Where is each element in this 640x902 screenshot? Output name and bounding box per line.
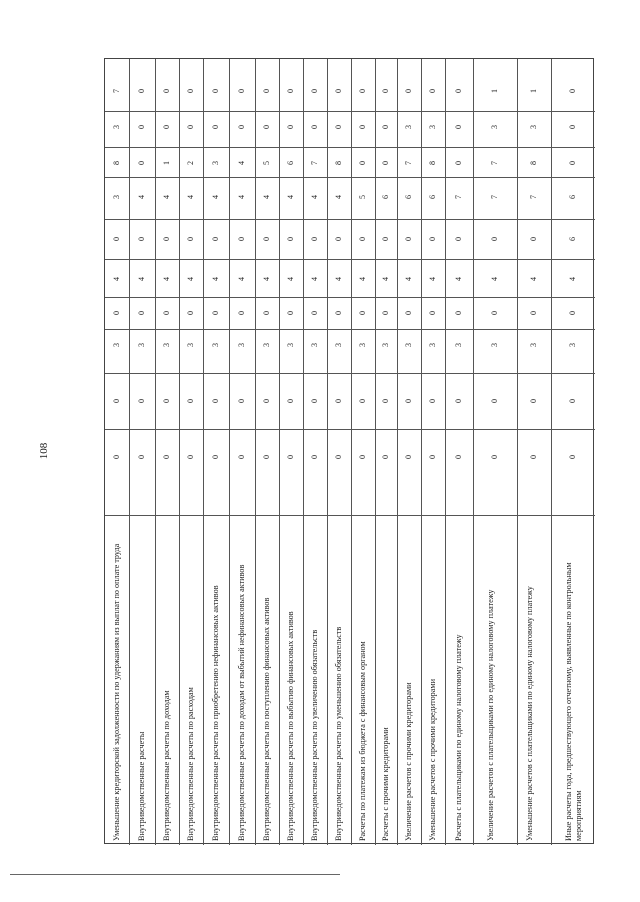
row-label: Внутриведомственные расчеты по выбытию финансовых активов [286,611,296,841]
cell-value: 0 [162,455,171,459]
cell-value: 0 [428,89,437,93]
column-separator [105,111,595,112]
column-separator [105,429,595,430]
cell-value: 0 [112,311,121,315]
cell-value: 0 [237,311,246,315]
row-label: Уменьшение расчетов с плательщиками по единому налоговому платежу [524,586,534,841]
column-separator [105,147,595,148]
cell-value: 0 [211,125,220,129]
cell-value: 7 [112,89,121,93]
cell-value: 0 [381,399,390,403]
column-separator [105,373,595,374]
cell-value: 4 [162,195,171,199]
cell-value: 4 [186,277,195,281]
cell-value: 0 [310,125,319,129]
cell-value: 3 [334,343,343,347]
cell-value: 0 [428,311,437,315]
cell-value: 4 [310,195,319,199]
cell-value: 0 [211,455,220,459]
cell-value: 0 [186,455,195,459]
cell-value: 4 [211,195,220,199]
cell-value: 4 [137,277,146,281]
cell-value: 0 [237,125,246,129]
cell-value: 0 [381,455,390,459]
cell-value: 0 [381,161,390,165]
cell-value: 4 [237,161,246,165]
cell-value: 3 [186,343,195,347]
cell-value: 0 [162,237,171,241]
cell-value: 0 [137,455,146,459]
cell-value: 3 [381,343,390,347]
cell-value: 0 [454,237,463,241]
cell-value: 0 [137,125,146,129]
cell-value: 0 [358,237,367,241]
cell-value: 5 [262,161,271,165]
cell-value: 0 [112,455,121,459]
cell-value: 7 [310,161,319,165]
cell-value: 0 [428,237,437,241]
cell-value: 0 [262,455,271,459]
cell-value: 3 [529,343,538,347]
cell-value: 3 [211,343,220,347]
cell-value: 0 [286,311,295,315]
cell-value: 0 [334,399,343,403]
cell-value: 4 [186,195,195,199]
cell-value: 0 [310,399,319,403]
cell-value: 0 [454,455,463,459]
cell-value: 4 [237,277,246,281]
cell-value: 3 [490,125,499,129]
cell-value: 4 [454,277,463,281]
cell-value: 0 [381,89,390,93]
row-label: Внутриведомственные расчеты по поступлению финансовых активов [262,597,272,841]
cell-value: 0 [404,311,413,315]
cell-value: 6 [428,195,437,199]
cell-value: 4 [286,195,295,199]
cell-value: 7 [490,195,499,199]
cell-value: 4 [162,277,171,281]
cell-value: 0 [262,311,271,315]
cell-value: 0 [334,125,343,129]
cell-value: 7 [490,161,499,165]
cell-value: 0 [162,311,171,315]
cell-value: 0 [334,237,343,241]
cell-value: 3 [404,125,413,129]
cell-value: 4 [334,277,343,281]
cell-value: 3 [112,343,121,347]
row-label: Расчеты с плательщиками по единому налоговому платежу [454,634,464,841]
row-label: Внутриведомственные расчеты по приобретению нефинансовых активов [211,585,221,841]
cell-value: 4 [428,277,437,281]
cell-value: 0 [310,237,319,241]
cell-value: 0 [112,399,121,403]
cell-value: 0 [262,399,271,403]
row-label: Расчеты с прочими кредиторами [381,727,391,841]
cell-value: 6 [404,195,413,199]
cell-value: 0 [529,455,538,459]
cell-value: 4 [404,277,413,281]
cell-value: 0 [137,89,146,93]
row-label: Внутриведомственные расчеты по расходам [186,687,196,841]
cell-value: 0 [358,125,367,129]
row-label: Внутриведомственные расчеты по уменьшению обязательств [334,626,344,841]
cell-value: 0 [137,161,146,165]
cell-value: 0 [186,125,195,129]
cell-value: 6 [286,161,295,165]
cell-value: 0 [381,125,390,129]
cell-value: 0 [381,311,390,315]
row-label: Уменьшение расчетов с прочими кредиторами [428,679,438,841]
cell-value: 0 [568,161,577,165]
cell-value: 4 [334,195,343,199]
cell-value: 0 [162,399,171,403]
cell-value: 4 [568,277,577,281]
cell-value: 0 [404,455,413,459]
cell-value: 0 [137,311,146,315]
cell-value: 0 [262,237,271,241]
cell-value: 4 [262,195,271,199]
cell-value: 6 [568,237,577,241]
cell-value: 0 [334,89,343,93]
cell-value: 2 [186,161,195,165]
cell-value: 0 [186,237,195,241]
accounts-table [104,58,594,844]
row-label: Уменьшение кредиторской задолженности по удержаниям из выплат по оплате труда [112,543,122,841]
cell-value: 0 [237,455,246,459]
column-separator [105,177,595,178]
footer-rule [10,874,340,875]
cell-value: 0 [310,311,319,315]
cell-value: 3 [358,343,367,347]
cell-value: 0 [428,399,437,403]
column-separator [105,515,595,516]
cell-value: 0 [454,161,463,165]
cell-value: 0 [404,237,413,241]
cell-value: 4 [310,277,319,281]
cell-value: 3 [310,343,319,347]
cell-value: 0 [334,311,343,315]
cell-value: 0 [237,89,246,93]
cell-value: 0 [186,311,195,315]
cell-value: 4 [529,277,538,281]
cell-value: 0 [454,399,463,403]
cell-value: 0 [186,399,195,403]
cell-value: 0 [237,399,246,403]
cell-value: 4 [211,277,220,281]
column-separator [105,329,595,330]
row-label: Иные расчеты года, предшествующего отчетному, выявленные по контрольным мероприятиям [563,562,582,841]
cell-value: 0 [286,125,295,129]
cell-value: 0 [381,237,390,241]
cell-value: 0 [454,125,463,129]
cell-value: 0 [568,455,577,459]
cell-value: 3 [112,195,121,199]
cell-value: 3 [211,161,220,165]
cell-value: 0 [310,455,319,459]
cell-value: 3 [404,343,413,347]
row-label: Увеличение расчетов с плательщиками по единому налоговому платежу [485,589,495,841]
column-separator [105,219,595,220]
cell-value: 0 [262,125,271,129]
cell-value: 0 [358,311,367,315]
row-label: Внутриведомственные расчеты по доходам [162,690,172,841]
cell-value: 4 [262,277,271,281]
cell-value: 3 [162,343,171,347]
cell-value: 0 [454,89,463,93]
cell-value: 3 [490,343,499,347]
cell-value: 0 [286,399,295,403]
cell-value: 0 [286,89,295,93]
cell-value: 3 [568,343,577,347]
cell-value: 0 [186,89,195,93]
cell-value: 3 [112,125,121,129]
cell-value: 4 [490,277,499,281]
cell-value: 3 [529,125,538,129]
cell-value: 1 [490,89,499,93]
cell-value: 0 [112,237,121,241]
cell-value: 0 [529,399,538,403]
cell-value: 7 [529,195,538,199]
cell-value: 8 [334,161,343,165]
cell-value: 0 [568,89,577,93]
row-label: Увеличение расчетов с прочими кредиторами [404,682,414,841]
cell-value: 0 [404,89,413,93]
cell-value: 3 [428,125,437,129]
cell-value: 3 [454,343,463,347]
cell-value: 6 [381,195,390,199]
cell-value: 0 [529,237,538,241]
cell-value: 8 [529,161,538,165]
cell-value: 0 [334,455,343,459]
cell-value: 0 [358,399,367,403]
row-label: Внутриведомственные расчеты [137,731,147,841]
cell-value: 3 [237,343,246,347]
cell-value: 0 [137,237,146,241]
cell-value: 0 [237,237,246,241]
cell-value: 0 [490,311,499,315]
cell-value: 7 [404,161,413,165]
cell-value: 0 [137,399,146,403]
cell-value: 3 [428,343,437,347]
cell-value: 0 [310,89,319,93]
cell-value: 0 [358,455,367,459]
cell-value: 3 [137,343,146,347]
cell-value: 0 [162,89,171,93]
cell-value: 0 [211,89,220,93]
cell-value: 5 [358,195,367,199]
row-label: Внутриведомственные расчеты по увеличению обязательств [310,629,320,841]
column-separator [105,297,595,298]
cell-value: 1 [529,89,538,93]
cell-value: 0 [490,237,499,241]
cell-value: 0 [529,311,538,315]
cell-value: 0 [490,455,499,459]
row-label: Внутриведомственные расчеты по доходам от выбытий нефинансовых активов [237,564,247,841]
cell-value: 0 [358,161,367,165]
cell-value: 1 [162,161,171,165]
cell-value: 3 [286,343,295,347]
cell-value: 0 [404,399,413,403]
cell-value: 0 [568,311,577,315]
column-separator [105,259,595,260]
cell-value: 6 [568,195,577,199]
cell-value: 0 [490,399,499,403]
cell-value: 0 [454,311,463,315]
cell-value: 0 [358,89,367,93]
cell-value: 4 [112,277,121,281]
cell-value: 7 [454,195,463,199]
cell-value: 0 [262,89,271,93]
page-number: 108 [38,442,50,460]
cell-value: 4 [237,195,246,199]
cell-value: 8 [112,161,121,165]
cell-value: 0 [211,399,220,403]
cell-value: 0 [162,125,171,129]
cell-value: 0 [428,455,437,459]
cell-value: 8 [428,161,437,165]
cell-value: 0 [211,311,220,315]
cell-value: 0 [286,455,295,459]
cell-value: 0 [568,399,577,403]
cell-value: 4 [381,277,390,281]
row-label: Расчеты по платежам из бюджета с финансовым органом [358,641,368,841]
cell-value: 4 [286,277,295,281]
cell-value: 0 [286,237,295,241]
cell-value: 0 [211,237,220,241]
cell-value: 4 [358,277,367,281]
cell-value: 3 [262,343,271,347]
cell-value: 4 [137,195,146,199]
cell-value: 0 [568,125,577,129]
